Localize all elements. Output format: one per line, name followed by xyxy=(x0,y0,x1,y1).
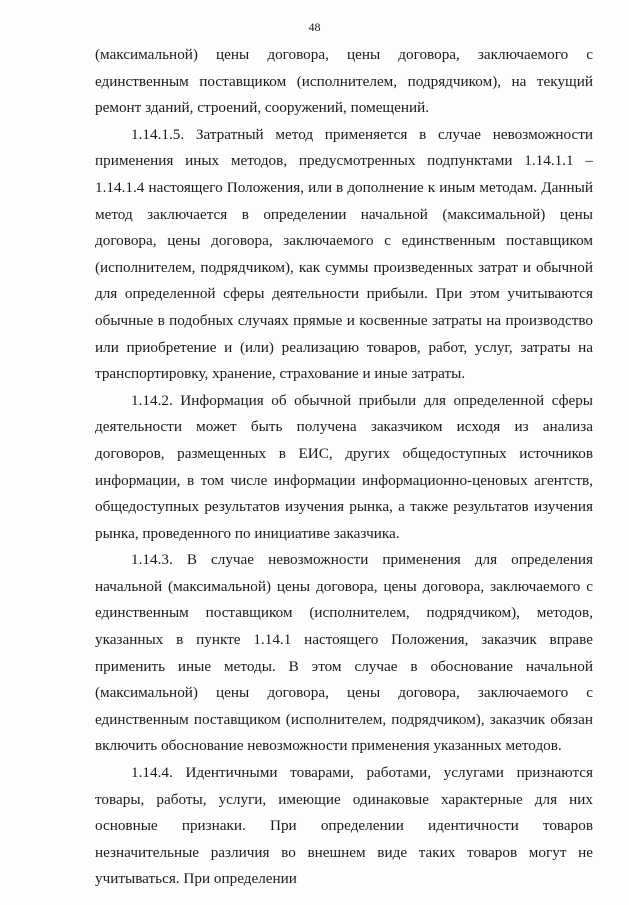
paragraph-1-14-2: 1.14.2. Информация об обычной прибыли для определенной сферы деятельности может быть получена заказчиком исходя из анализа договоров, размещенных в ЕИС, других общедоступных источников информации, в том числе информации информационно-ценовых агентств, общедоступных результатов изучения рынка, а также результатов изучения рынка, проведенного по инициативе заказчика. xyxy=(95,391,593,542)
body-text xyxy=(95,42,593,893)
paragraph-continuation: (максимальной) цены договора, цены договора, заключаемого с единственным поставщиком (исполнителем, подрядчиком), на текущий ремонт зданий, строений, сооружений, помещений. xyxy=(95,46,593,117)
page-number: 48 xyxy=(308,20,321,34)
paragraph-1-14-4: 1.14.4. Идентичными товарами, работами, услугами признаются товары, работы, услуги, имеющие одинаковые характерные для них основные признаки. При определении идентичности товаров незначительные различия во внешнем виде таких товаров могут не учитываться. При определении xyxy=(95,764,593,888)
paragraph-1-14-1-5: 1.14.1.5. Затратный метод применяется в случае невозможности применения иных методов, предусмотренных подпунктами 1.14.1.1 – 1.14.1.4 настоящего Положения, или в дополнение к иным методам. Данный метод заключается в определении начальной (максимальной) цены договора, цены договора, заключаемого с единственным поставщиком (исполнителем, подрядчиком), как суммы произведенных затрат и обычной для определенной сферы деятельности прибыли. При этом учитываются обычные в подобных случаях прямые и косвенные затраты на производство или приобретение и (или) реализацию товаров, работ, услуг, затраты на транспортировку, хранение, страхование и иные затраты. xyxy=(95,125,593,383)
paragraph-1-14-3: 1.14.3. В случае невозможности применения для определения начальной (максимальной) цены договора, цены договора, заключаемого с единственным поставщиком (исполнителем, подрядчиком), методов, указанных в пункте 1.14.1 настоящего Положения, заказчик вправе применить иные методы. В этом случае в обоснование начальной (максимальной) цены договора, цены договора, заключаемого с единственным поставщиком (исполнителем, подрядчиком), заказчик обязан включить обоснование невозможности применения указанных методов. xyxy=(95,551,593,755)
